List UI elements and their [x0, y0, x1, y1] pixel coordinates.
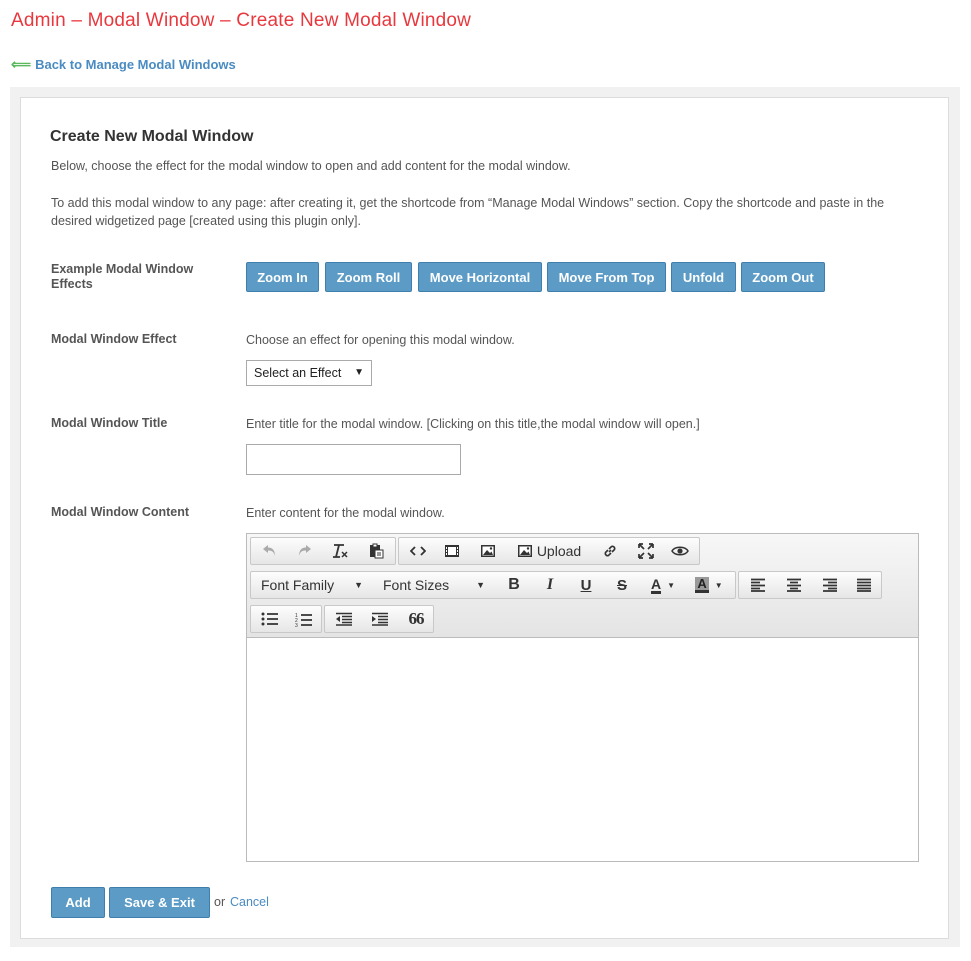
clear-formatting-icon[interactable]: [323, 538, 357, 564]
align-left-icon[interactable]: [741, 572, 775, 598]
format-group: [250, 571, 736, 599]
align-center-icon[interactable]: [777, 572, 811, 598]
font-sizes-label: Font Sizes: [383, 577, 450, 593]
effect-hint: Choose an effect for opening this modal window.: [246, 333, 515, 347]
editor-content-area[interactable]: [247, 638, 918, 861]
media-icon[interactable]: [435, 538, 469, 564]
alignment-group: [738, 571, 882, 599]
title-label: Modal Window Title: [51, 416, 168, 430]
preview-eye-icon[interactable]: [663, 538, 697, 564]
paste-icon[interactable]: [359, 538, 393, 564]
upload-label: Upload: [536, 543, 582, 559]
back-link-label: Back to Manage Modal Windows: [35, 57, 236, 72]
save-exit-button[interactable]: Save & Exit: [109, 887, 210, 918]
unfold-button[interactable]: Unfold: [671, 262, 736, 292]
align-justify-icon[interactable]: [847, 572, 881, 598]
history-group: [250, 537, 396, 565]
effects-label: Example Modal Window Effects: [51, 262, 194, 291]
blockquote-icon[interactable]: 66: [408, 609, 424, 628]
insert-group: [398, 537, 700, 565]
cancel-link[interactable]: Cancel: [230, 895, 269, 909]
rich-text-editor: [246, 533, 919, 862]
svg-text:3: 3: [295, 622, 298, 627]
redo-icon[interactable]: [287, 538, 321, 564]
page-title: Admin – Modal Window – Create New Modal Window: [11, 10, 472, 31]
source-code-icon[interactable]: [401, 538, 435, 564]
background-color-icon: A: [697, 576, 707, 591]
zoom-roll-button[interactable]: Zoom Roll: [325, 262, 412, 292]
intro-text: Below, choose the effect for the modal window to open and add content for the modal window.: [51, 159, 571, 173]
or-text: or: [214, 895, 226, 909]
outdent-icon[interactable]: [327, 606, 361, 632]
content-hint: Enter content for the modal window.: [246, 506, 445, 520]
strikethrough-icon[interactable]: S: [616, 576, 627, 594]
form-heading: Create New Modal Window: [50, 128, 254, 145]
font-family-dropdown[interactable]: [253, 572, 371, 598]
title-input[interactable]: [246, 444, 461, 475]
move-from-top-button[interactable]: Move From Top: [547, 262, 666, 292]
bold-icon[interactable]: B: [508, 576, 520, 593]
bullet-list-icon[interactable]: [253, 606, 287, 632]
undo-icon[interactable]: [253, 538, 287, 564]
text-color-icon: A: [650, 575, 662, 592]
content-area: [10, 87, 960, 947]
indent-icon[interactable]: [363, 606, 397, 632]
indent-group: [324, 605, 434, 633]
form-panel: [20, 97, 949, 939]
link-icon[interactable]: [593, 538, 627, 564]
effect-label: Modal Window Effect: [51, 332, 177, 346]
title-hint: Enter title for the modal window. [Clicking on this title,the modal window will open.]: [246, 417, 700, 431]
shortcode-instructions: To add this modal window to any page: after creating it, get the shortcode from “Manage Modal Windows” section. Copy the shortcode and paste in the desired widgetized page [created using this plugin only].: [51, 196, 885, 228]
numbered-list-icon[interactable]: [287, 606, 321, 632]
caret-down-icon: ▼: [476, 580, 485, 590]
text-color-dropdown[interactable]: [641, 572, 685, 598]
caret-down-icon: ▼: [667, 580, 676, 590]
caret-down-icon: ▼: [714, 580, 723, 590]
zoom-in-button[interactable]: Zoom In: [246, 262, 319, 292]
upload-image-icon: [517, 544, 533, 558]
svg-text:1: 1: [295, 612, 298, 619]
effect-select[interactable]: [246, 360, 372, 386]
add-button[interactable]: Add: [51, 887, 105, 918]
upload-button[interactable]: [507, 538, 591, 564]
italic-icon[interactable]: I: [546, 576, 554, 593]
editor-toolbar: [247, 534, 918, 638]
content-label: Modal Window Content: [51, 505, 190, 519]
image-icon[interactable]: [471, 538, 505, 564]
svg-text:2: 2: [295, 617, 298, 624]
caret-down-icon: ▼: [354, 367, 364, 378]
background-color-dropdown[interactable]: [687, 572, 731, 598]
zoom-out-button[interactable]: Zoom Out: [741, 262, 825, 292]
font-sizes-dropdown[interactable]: [375, 572, 493, 598]
caret-down-icon: ▼: [354, 580, 363, 590]
align-right-icon[interactable]: [813, 572, 847, 598]
underline-icon[interactable]: U: [580, 576, 592, 594]
fullscreen-icon[interactable]: [629, 538, 663, 564]
back-arrow-icon: ⟸: [11, 56, 32, 72]
effect-select-value: Select an Effect: [254, 366, 342, 380]
move-horizontal-button[interactable]: Move Horizontal: [418, 262, 542, 292]
font-family-label: Font Family: [261, 577, 335, 593]
back-link[interactable]: [11, 56, 236, 73]
list-group: [250, 605, 322, 633]
